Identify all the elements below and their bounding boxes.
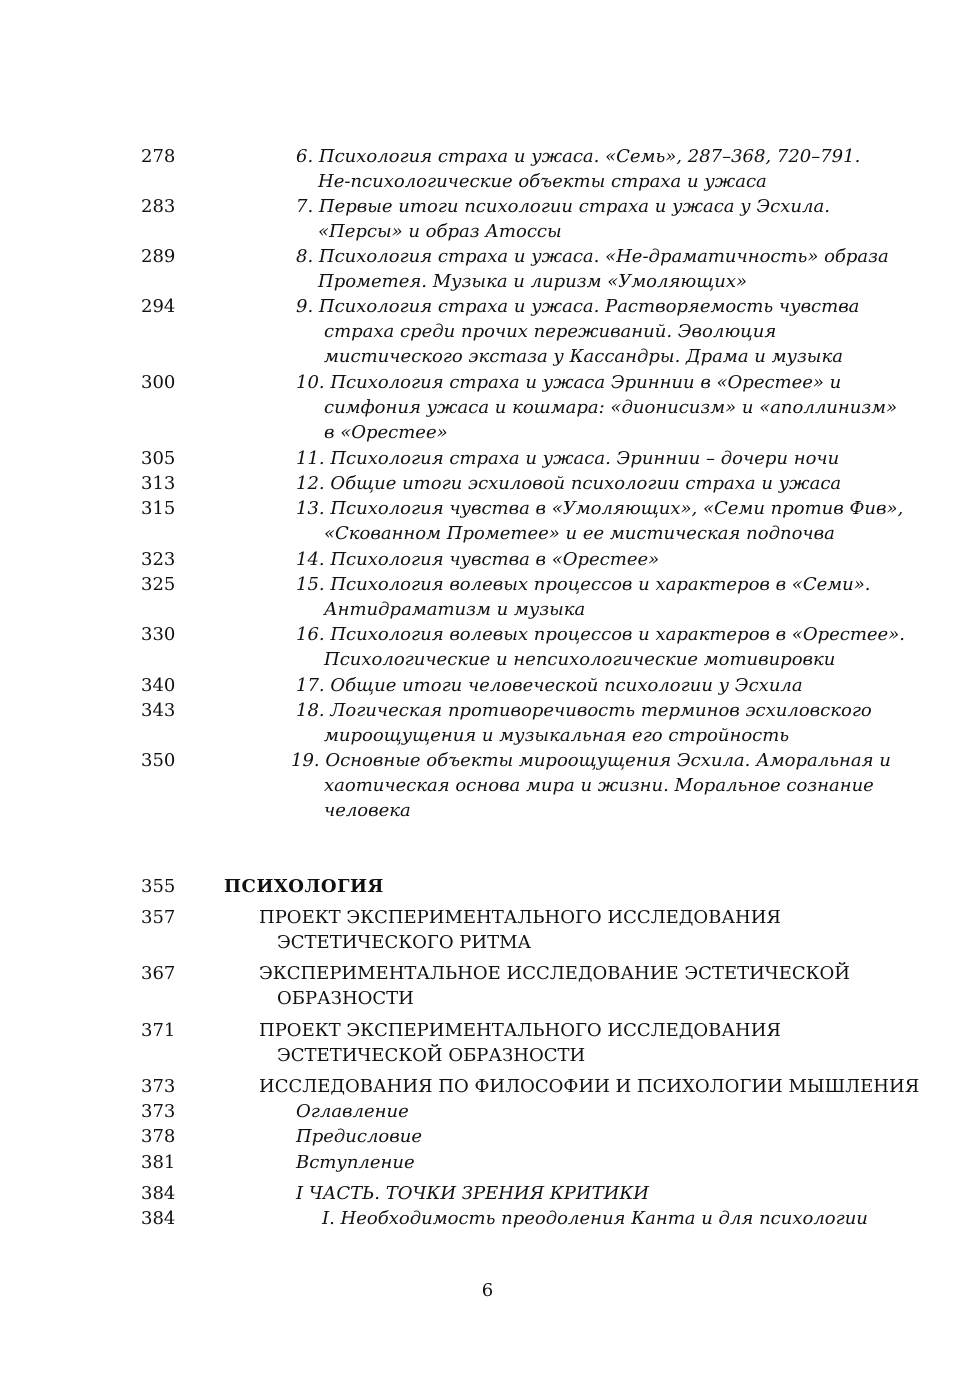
toc-page-number: 343 <box>141 700 176 721</box>
toc-page-number: 384 <box>141 1183 176 1204</box>
toc-page-number: 371 <box>141 1020 176 1041</box>
toc-page-number: 357 <box>141 907 176 928</box>
toc-entry-title: 9. Психология страха и ужаса. Растворяемость чувства страха среди прочих переживаний. Эволюция мистического экстаза у Кассандры. Драма и музыка <box>296 296 860 367</box>
toc-page-number: 313 <box>141 473 176 494</box>
toc-page-number: 373 <box>141 1076 176 1097</box>
toc-work-title: ИССЛЕДОВАНИЯ ПО ФИЛОСОФИИ И ПСИХОЛОГИИ МЫШЛЕНИЯ <box>259 1076 920 1097</box>
toc-entry-title: 17. Общие итоги человеческой психологии у Эсхила <box>296 675 803 696</box>
toc-subentry-title: Предисловие <box>296 1126 422 1147</box>
toc-page-number: 330 <box>141 624 176 645</box>
toc-page-number: 373 <box>141 1101 176 1122</box>
page-number: 6 <box>481 1280 494 1301</box>
toc-entry-title: 8. Психология страха и ужаса. «Не-драматичность» образа Прометея. Музыка и лиризм «Умоляющих» <box>296 246 889 292</box>
toc-entry-title: 18. Логическая противоречивость терминов эсхиловского мироощущения и музыкальная его стройность <box>296 700 872 746</box>
toc-entry-title: 12. Общие итоги эсхиловой психологии страха и ужаса <box>296 473 842 494</box>
toc-page-number: 378 <box>141 1126 176 1147</box>
toc-subentry-title: I. Необходимость преодоления Канта и для психологии <box>322 1208 868 1229</box>
toc-page-number: 283 <box>141 196 176 217</box>
section-page-number: 355 <box>141 876 176 897</box>
toc-page-number: 315 <box>141 498 176 519</box>
toc-work-title: ПРОЕКТ ЭКСПЕРИМЕНТАЛЬНОГО ИССЛЕДОВАНИЯ ЭСТЕТИЧЕСКОГО РИТМА <box>259 907 781 953</box>
toc-subentry-title: I ЧАСТЬ. ТОЧКИ ЗРЕНИЯ КРИТИКИ <box>296 1183 649 1204</box>
toc-entry-title: 15. Психология волевых процессов и характеров в «Семи». Антидраматизм и музыка <box>296 574 871 620</box>
toc-page-number: 340 <box>141 675 176 696</box>
toc-entry-title: 16. Психология волевых процессов и характеров в «Орестее». Психологические и непсихологические мотивировки <box>296 624 905 670</box>
toc-entry-title: 10. Психология страха и ужаса Эриннии в «Орестее» и симфония ужаса и кошмара: «дионисизм» и «аполлинизм» в «Орестее» <box>296 372 898 443</box>
toc-page-number: 350 <box>141 750 176 771</box>
toc-work-title: ПРОЕКТ ЭКСПЕРИМЕНТАЛЬНОГО ИССЛЕДОВАНИЯ ЭСТЕТИЧЕСКОЙ ОБРАЗНОСТИ <box>259 1020 781 1066</box>
toc-work-title: ЭКСПЕРИМЕНТАЛЬНОЕ ИССЛЕДОВАНИЕ ЭСТЕТИЧЕСКОЙ ОБРАЗНОСТИ <box>259 963 851 1009</box>
toc-entry-title: 7. Первые итоги психологии страха и ужаса у Эсхила. «Персы» и образ Атоссы <box>296 196 830 242</box>
toc-entry-title: 11. Психология страха и ужаса. Эриннии – дочери ночи <box>296 448 840 469</box>
toc-subentry-title: Вступление <box>296 1152 415 1173</box>
toc-subentry-title: Оглавление <box>296 1101 409 1122</box>
toc-page-number: 278 <box>141 146 176 167</box>
toc-page-number: 289 <box>141 246 176 267</box>
toc-entry-title: 6. Психология страха и ужаса. «Семь», 287–368, 720–791. Не-психологические объекты страха и ужаса <box>296 146 861 192</box>
toc-page-number: 325 <box>141 574 176 595</box>
toc-entry-title: 13. Психология чувства в «Умоляющих», «Семи против Фив», «Скованном Прометее» и ее мистическая подпочва <box>296 498 904 544</box>
toc-page-number: 294 <box>141 296 176 317</box>
toc-page-number: 381 <box>141 1152 176 1173</box>
toc-page-number: 367 <box>141 963 176 984</box>
toc-entry-title: 14. Психология чувства в «Орестее» <box>296 549 660 570</box>
toc-page-number: 323 <box>141 549 176 570</box>
section-title: ПСИХОЛОГИЯ <box>224 876 384 897</box>
toc-page-number: 300 <box>141 372 176 393</box>
toc-entry-title: 19. Основные объекты мироощущения Эсхила. Аморальная и хаотическая основа мира и жизни. Моральное сознание человека <box>291 750 891 821</box>
toc-page-number: 384 <box>141 1208 176 1229</box>
toc-page-number: 305 <box>141 448 176 469</box>
